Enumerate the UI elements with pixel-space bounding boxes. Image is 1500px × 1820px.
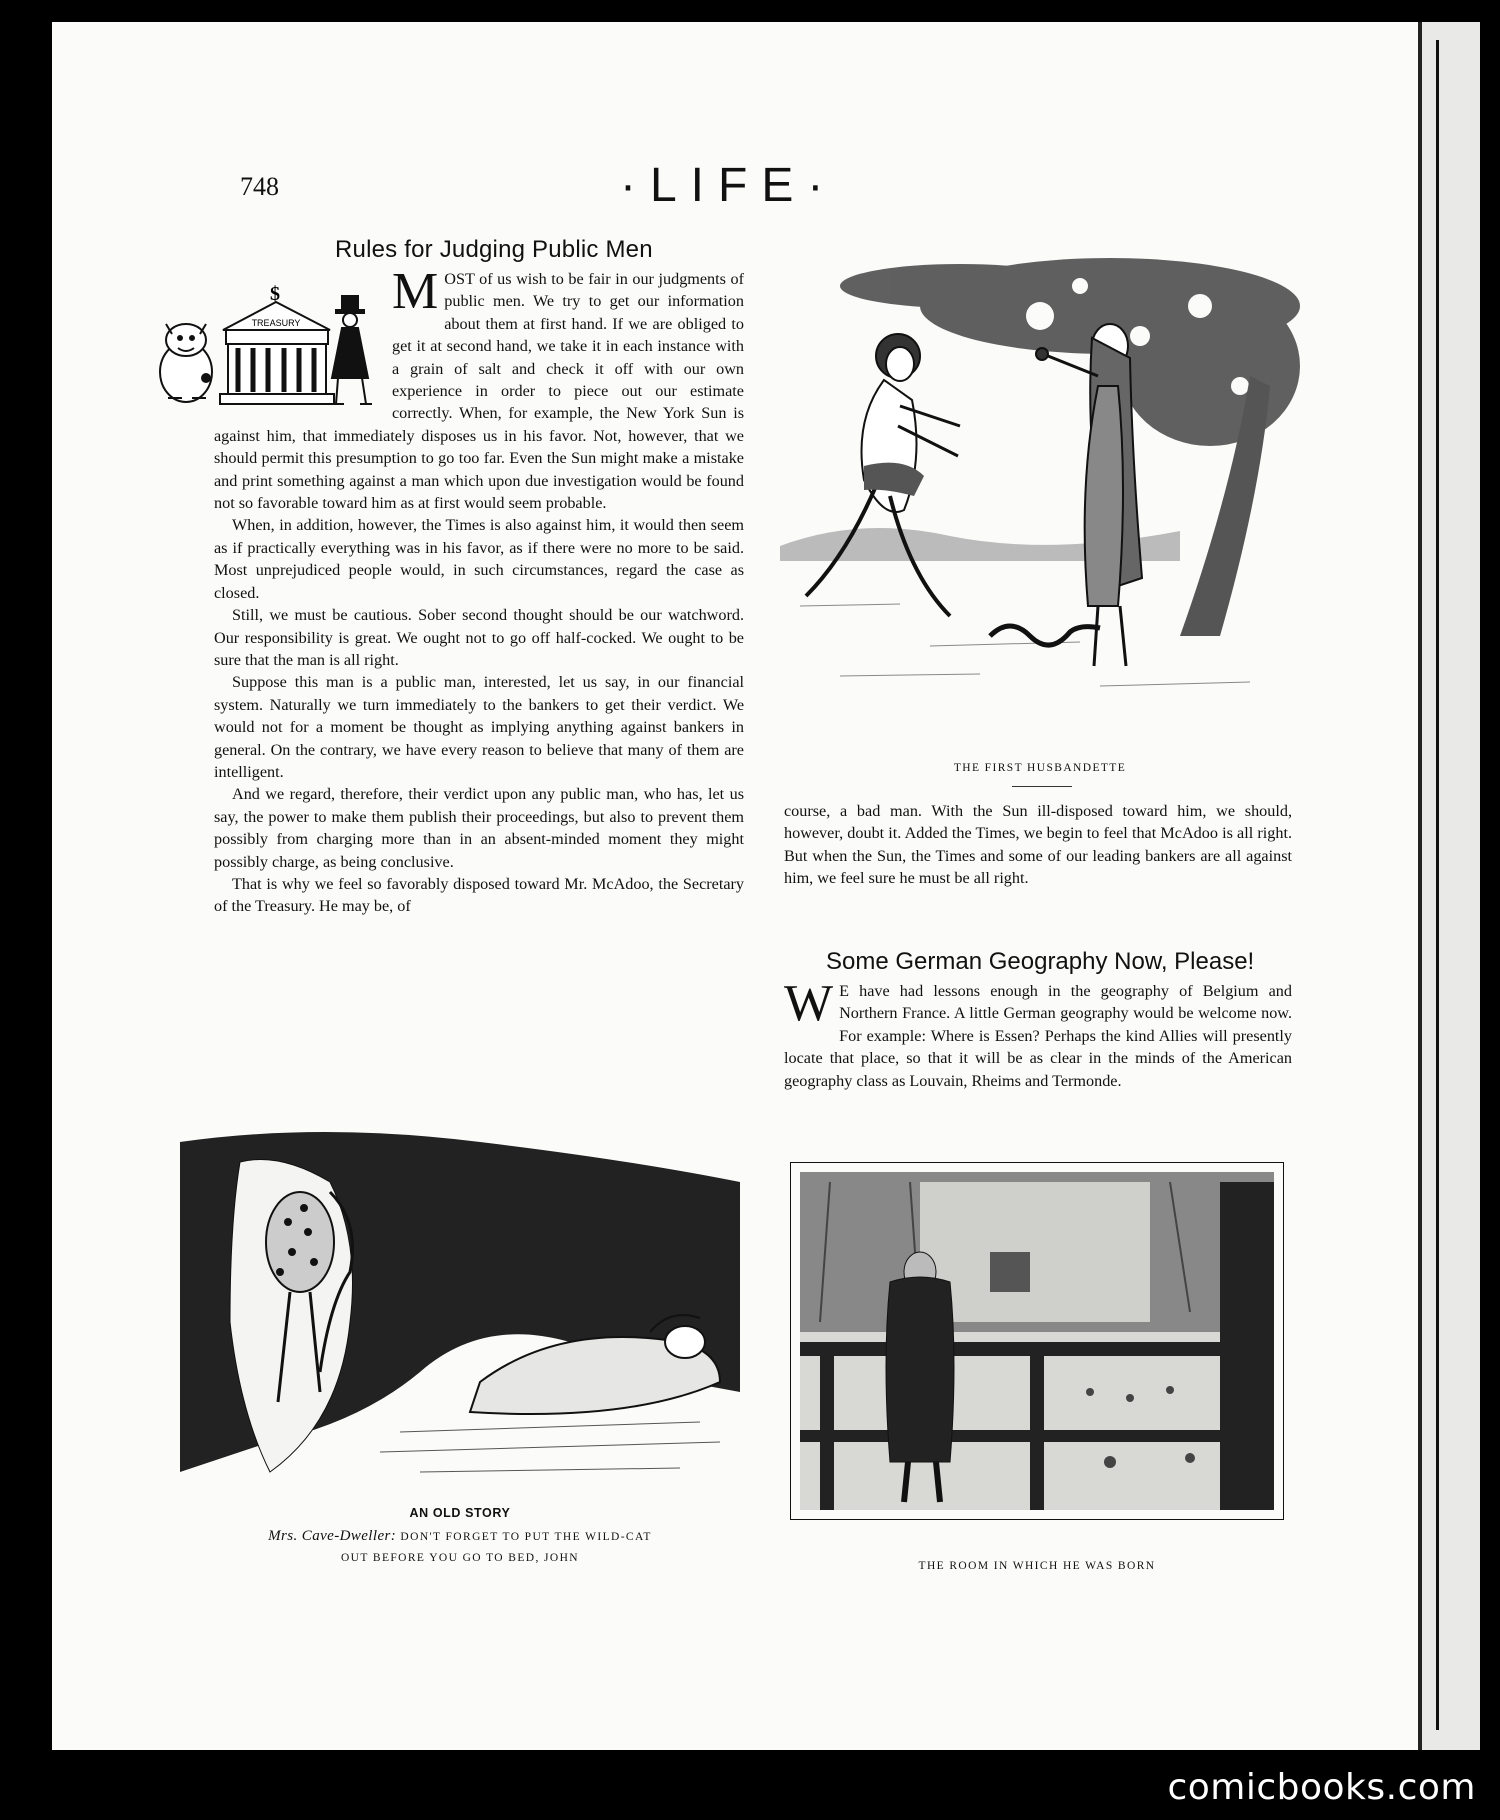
page-number: 748 (240, 172, 279, 201)
drop-cap: W (784, 975, 834, 1032)
article-title-rules: Rules for Judging Public Men (335, 236, 653, 263)
caption-rule (1012, 786, 1072, 787)
paragraph: That is why we feel so favorably disposed toward Mr. McAdoo, the Secretary of the Treasury. He may be, of (214, 874, 744, 916)
paragraph: And we regard, therefore, their verdict upon any public man, who has, let us say, the power to make them publish their proceedings, but also to prevent them possibly from charging more than in an absent-minded moment they might possibly charge, as being conclusive. (214, 785, 744, 871)
article-continuation (784, 800, 1292, 890)
caption-old-story-line1 (180, 1528, 740, 1545)
first-husbandette-illustration (780, 246, 1300, 716)
paragraph: W E have had lessons enough in the geography of Belgium and Northern France. A little German geography would be welcome now. For example: Where is Essen? Perhaps the kind Allies will presently locate that place, so that it will be as clear in the minds of the American geography class as Louvain, Rheims and Termonde. (784, 975, 1292, 1090)
paragraph: Suppose this man is a public man, interested, let us say, in our financial system. Naturally we turn immediately to the bankers to get their verdict. We would not for a moment be thought as implying anything against bankers in general. On the contrary, we have every reason to believe that many of them are intelligent. (214, 673, 744, 781)
old-story-illustration (180, 1132, 740, 1502)
treasury-label: TREASURY (251, 318, 301, 328)
article-body-german-geography (784, 975, 1292, 1092)
room-born-illustration (790, 1162, 1284, 1520)
caption-room-born: THE ROOM IN WHICH HE WAS BORN (918, 1560, 1156, 1572)
caption-old-story-line2: OUT BEFORE YOU GO TO BED, JOHN (340, 1552, 580, 1564)
paragraph: Still, we must be cautious. Sober second thought should be our watchword. Our responsibility is great. We ought not to go off half-cocked. We ought to be sure that the man is all right. (214, 606, 744, 669)
next-page-edge (1422, 22, 1480, 1750)
article-title-german-geography: Some German Geography Now, Please! (826, 948, 1255, 975)
caption-old-story-title: AN OLD STORY (409, 1506, 511, 1520)
masthead: ·LIFE· (620, 159, 838, 212)
article-body-rules (214, 263, 744, 918)
scan-border (0, 0, 52, 1820)
watermark: comicbooks.com (1167, 1767, 1476, 1808)
svg-text:$: $ (270, 283, 280, 305)
caption-dialogue-1: DON'T FORGET TO PUT THE WILD-CAT (400, 1531, 652, 1543)
caption-first-husbandette: THE FIRST HUSBANDETTE (953, 762, 1127, 774)
caption-speaker: Mrs. Cave-Dweller: (268, 1528, 397, 1544)
paragraph: When, in addition, however, the Times is also against him, it would then seem as if practically everything was in his favor, as if there were no more to be said. Most unprejudiced people would, in such circumstances, regard the case as closed. (214, 516, 744, 602)
paragraph: MOST of us wish to be fair in our judgments of public men. We try to get our information about them at first hand. If we are obliged to get it at second hand, we take it in each instance with a grain of salt and check it off with our own experience in order to piece out our estimate correctly. When, for example, the New York Sun is against him, that immediately disposes us in his favor. Not, however, that we should permit this presumption to go too far. Even the Sun might make a mistake and print something against a man which upon due investigation would be found not so favorable toward him as at first would seem probable. (214, 263, 744, 513)
paragraph: course, a bad man. With the Sun ill-disposed toward him, we should, however, doubt it. Added the Times, we begin to feel that McAdoo is all right. But when the Sun, the Times and some of our leading bankers are all against him, we feel sure he must be all right. (784, 802, 1292, 888)
drop-cap: M (392, 263, 439, 320)
